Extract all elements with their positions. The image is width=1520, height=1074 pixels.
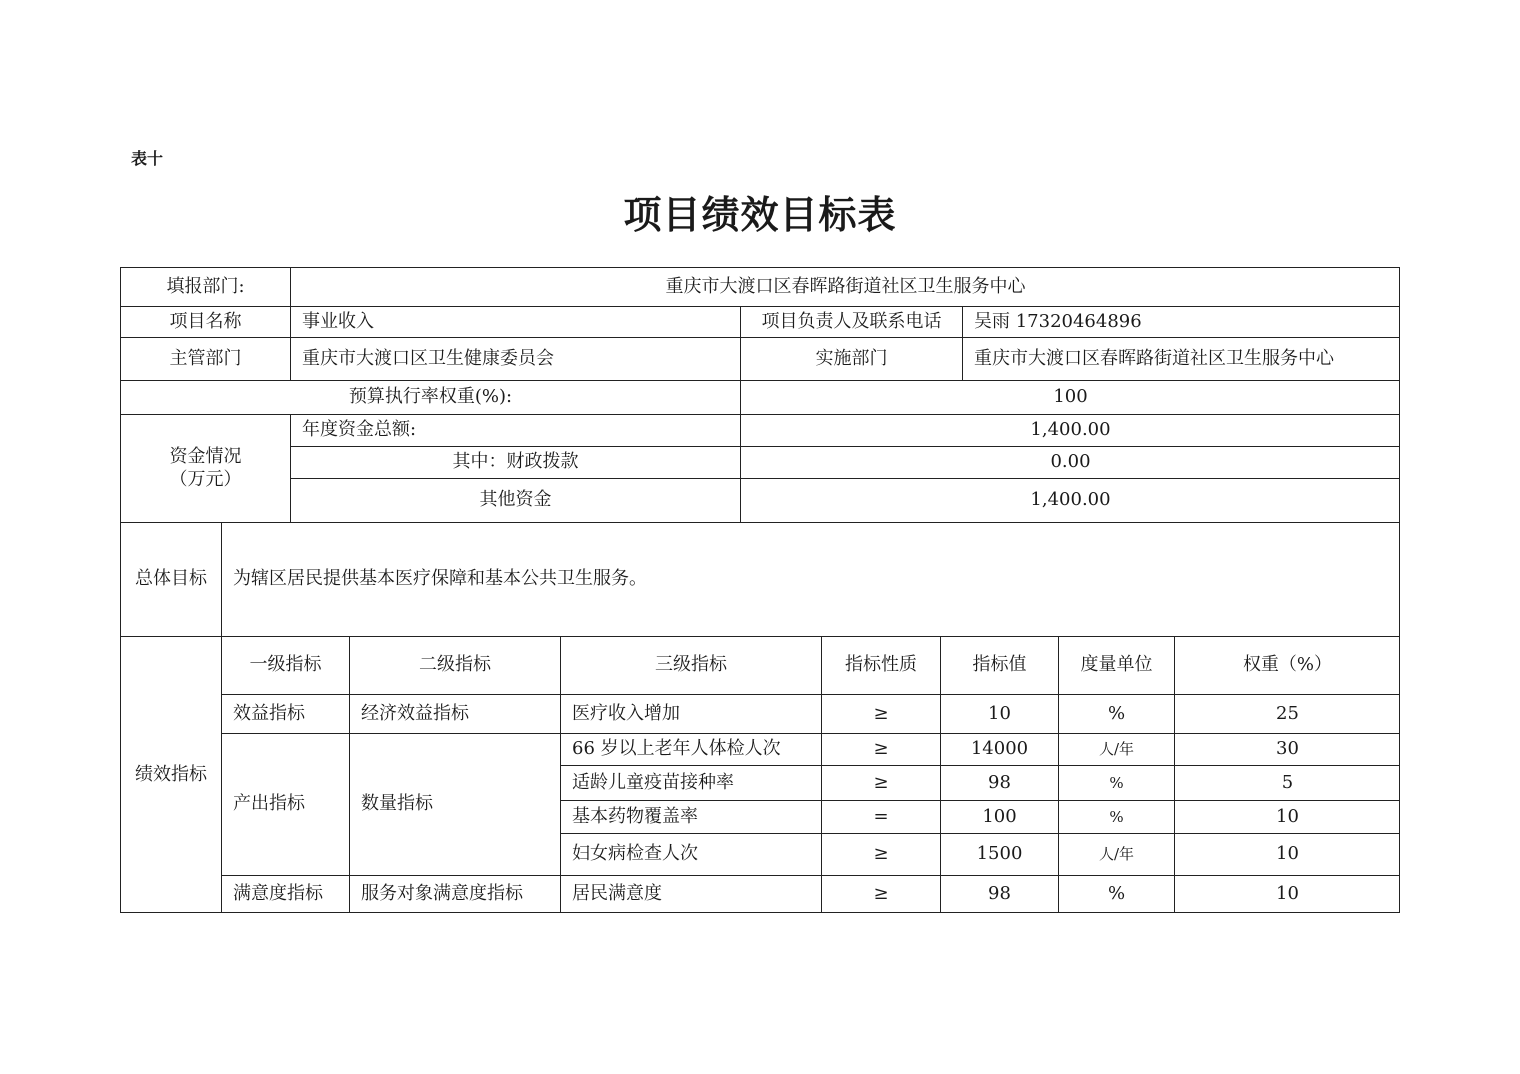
funds-total-value: 1,400.00 xyxy=(740,414,1400,446)
table-row-name: 妇女病检查人次 xyxy=(560,833,821,875)
funds-label-line2: （万元） xyxy=(169,468,242,490)
impl-dept-value: 重庆市大渡口区春晖路街道社区卫生服务中心 xyxy=(962,337,1400,380)
table-row-weight: 30 xyxy=(1174,733,1400,765)
funds-total-label: 年度资金总额: xyxy=(290,414,740,446)
header-weight: 权重（%） xyxy=(1174,636,1400,694)
table-row-weight: 25 xyxy=(1174,694,1400,733)
output-level1: 产出指标 xyxy=(221,733,349,875)
table-row-name: 居民满意度 xyxy=(560,875,821,913)
table-row-unit: % xyxy=(1058,800,1174,833)
goal-label: 总体目标 xyxy=(120,522,221,636)
funds-other-label: 其他资金 xyxy=(290,478,740,522)
benefit-level2: 经济效益指标 xyxy=(349,694,560,733)
table-row-value: 1500 xyxy=(940,833,1058,875)
dept-value: 重庆市大渡口区春晖路街道社区卫生服务中心 xyxy=(290,267,1400,306)
table-row-nature: = xyxy=(821,800,940,833)
table-row-unit: 人/年 xyxy=(1058,833,1174,875)
contact-value: 吴雨 17320464896 xyxy=(962,306,1400,337)
document-title: 项目绩效目标表 xyxy=(623,193,897,237)
satisfaction-level2: 服务对象满意度指标 xyxy=(349,875,560,913)
funds-label-line1: 资金情况 xyxy=(169,446,242,467)
table-row-unit: % xyxy=(1058,765,1174,800)
table-row-nature: ≥ xyxy=(821,694,940,733)
table-row-unit: % xyxy=(1058,875,1174,913)
admin-dept-value: 重庆市大渡口区卫生健康委员会 xyxy=(290,337,740,380)
table-row-nature: ≥ xyxy=(821,765,940,800)
table-row-unit: 人/年 xyxy=(1058,733,1174,765)
impl-dept-label: 实施部门 xyxy=(740,337,962,380)
table-row-value: 100 xyxy=(940,800,1058,833)
table-row-nature: ≥ xyxy=(821,833,940,875)
indicators-label: 绩效指标 xyxy=(120,636,221,913)
contact-label: 项目负责人及联系电话 xyxy=(740,306,962,337)
project-name-value: 事业收入 xyxy=(290,306,740,337)
table-row-value: 98 xyxy=(940,765,1058,800)
table-row-weight: 10 xyxy=(1174,800,1400,833)
benefit-level1: 效益指标 xyxy=(221,694,349,733)
table-row-name: 医疗收入增加 xyxy=(560,694,821,733)
funds-fiscal-label: 其中：财政拨款 xyxy=(290,446,740,478)
satisfaction-level1: 满意度指标 xyxy=(221,875,349,913)
header-level3: 三级指标 xyxy=(560,636,821,694)
funds-other-value: 1,400.00 xyxy=(740,478,1400,522)
table-row-weight: 10 xyxy=(1174,875,1400,913)
table-number: 表十 xyxy=(131,149,164,168)
project-name-label: 项目名称 xyxy=(120,306,290,337)
table-row-name: 66 岁以上老年人体检人次 xyxy=(560,733,821,765)
output-level2: 数量指标 xyxy=(349,733,560,875)
funds-label xyxy=(120,414,290,522)
dept-label: 填报部门: xyxy=(120,267,290,306)
table-row-weight: 10 xyxy=(1174,833,1400,875)
goal-text: 为辖区居民提供基本医疗保障和基本公共卫生服务。 xyxy=(221,522,1400,636)
header-value: 指标值 xyxy=(940,636,1058,694)
table-row-value: 14000 xyxy=(940,733,1058,765)
table-row-name: 基本药物覆盖率 xyxy=(560,800,821,833)
table-border-right xyxy=(1399,267,1400,913)
admin-dept-label: 主管部门 xyxy=(120,337,290,380)
header-level2: 二级指标 xyxy=(349,636,560,694)
budget-weight-value: 100 xyxy=(740,380,1400,414)
budget-weight-label: 预算执行率权重(%): xyxy=(120,380,740,414)
header-unit: 度量单位 xyxy=(1058,636,1174,694)
table-row-nature: ≥ xyxy=(821,875,940,913)
table-row-weight: 5 xyxy=(1174,765,1400,800)
funds-fiscal-value: 0.00 xyxy=(740,446,1400,478)
header-level1: 一级指标 xyxy=(221,636,349,694)
table-row-value: 10 xyxy=(940,694,1058,733)
table-row-nature: ≥ xyxy=(821,733,940,765)
header-nature: 指标性质 xyxy=(821,636,940,694)
table-row-name: 适龄儿童疫苗接种率 xyxy=(560,765,821,800)
table-border-bottom xyxy=(120,912,1400,913)
table-row-unit: % xyxy=(1058,694,1174,733)
performance-target-table xyxy=(120,267,1400,913)
table-row-value: 98 xyxy=(940,875,1058,913)
